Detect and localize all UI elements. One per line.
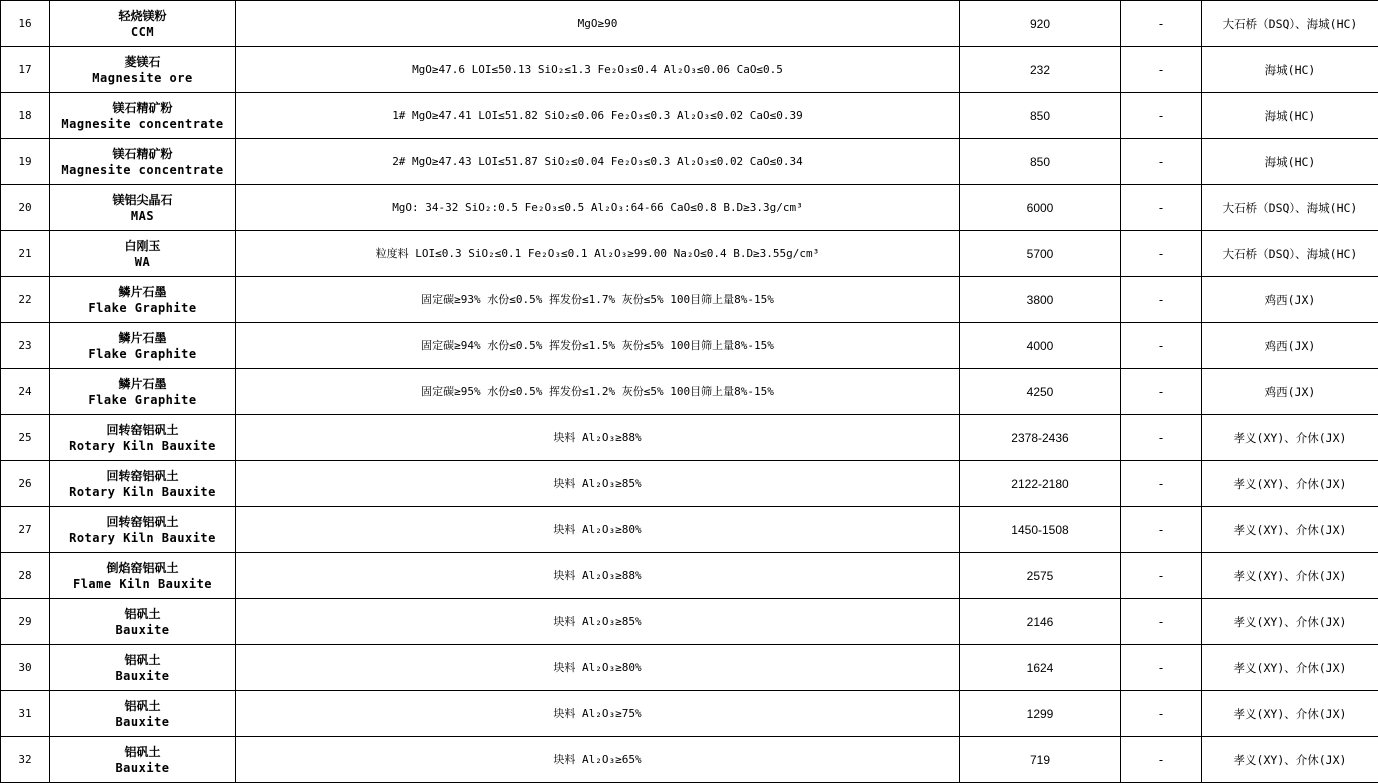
table-row — [1, 1, 1378, 47]
product-name-chinese: 鳞片石墨 — [118, 330, 167, 345]
table-row — [1, 47, 1378, 93]
table-row — [1, 415, 1378, 461]
product-name-english: MAS — [130, 208, 155, 223]
product-name-chinese: 白刚玉 — [124, 238, 161, 253]
product-name-cell — [50, 507, 236, 553]
origin: 孝义(XY)、介休(JX) — [1202, 461, 1378, 507]
price: 850 — [960, 93, 1121, 139]
row-number: 17 — [1, 47, 50, 93]
price-change: - — [1121, 599, 1202, 645]
product-name-cell — [50, 645, 236, 691]
product-name-chinese: 鳞片石墨 — [118, 284, 167, 299]
product-name-chinese: 轻烧镁粉 — [118, 8, 167, 23]
price: 2146 — [960, 599, 1121, 645]
table-row — [1, 185, 1378, 231]
product-name-cell — [50, 737, 236, 783]
table-row — [1, 323, 1378, 369]
specification: 块料 Al₂O₃≥85% — [236, 461, 960, 507]
origin: 孝义(XY)、介休(JX) — [1202, 507, 1378, 553]
row-number: 18 — [1, 93, 50, 139]
table-row — [1, 507, 1378, 553]
product-name-cell — [50, 599, 236, 645]
product-name-english: WA — [134, 254, 151, 269]
row-number: 31 — [1, 691, 50, 737]
table-row — [1, 553, 1378, 599]
row-number: 21 — [1, 231, 50, 277]
price-change: - — [1121, 47, 1202, 93]
table-row — [1, 277, 1378, 323]
price: 2122-2180 — [960, 461, 1121, 507]
specification: 块料 Al₂O₃≥65% — [236, 737, 960, 783]
product-name-cell — [50, 231, 236, 277]
table-row — [1, 691, 1378, 737]
row-number: 28 — [1, 553, 50, 599]
product-name-cell — [50, 1, 236, 47]
specification: 块料 Al₂O₃≥80% — [236, 645, 960, 691]
row-number: 26 — [1, 461, 50, 507]
origin: 大石桥（DSQ）、海城(HC) — [1202, 231, 1378, 277]
price-change: - — [1121, 185, 1202, 231]
product-name-english: Bauxite — [115, 760, 170, 775]
table-row — [1, 139, 1378, 185]
product-name-cell — [50, 461, 236, 507]
product-name-chinese: 倒焰窑铝矾土 — [106, 560, 179, 575]
product-name-chinese: 铝矾土 — [124, 606, 161, 621]
price-change: - — [1121, 1, 1202, 47]
price: 1450-1508 — [960, 507, 1121, 553]
product-name-chinese: 回转窑铝矾土 — [106, 422, 179, 437]
product-name-chinese: 镁石精矿粉 — [112, 146, 173, 161]
product-name-english: Bauxite — [115, 622, 170, 637]
origin: 孝义(XY)、介休(JX) — [1202, 553, 1378, 599]
product-name-english: Bauxite — [115, 714, 170, 729]
row-number: 24 — [1, 369, 50, 415]
product-name-cell — [50, 691, 236, 737]
origin: 大石桥（DSQ）、海城(HC) — [1202, 1, 1378, 47]
product-name-english: Rotary Kiln Bauxite — [69, 484, 216, 499]
price-change: - — [1121, 737, 1202, 783]
product-name-english: Magnesite ore — [92, 70, 193, 85]
table-row — [1, 461, 1378, 507]
product-name-english: Flame Kiln Bauxite — [72, 576, 213, 591]
price-change: - — [1121, 369, 1202, 415]
origin: 大石桥（DSQ）、海城(HC) — [1202, 185, 1378, 231]
origin: 孝义(XY)、介休(JX) — [1202, 645, 1378, 691]
table-row — [1, 93, 1378, 139]
product-name-cell — [50, 323, 236, 369]
table-row — [1, 645, 1378, 691]
price: 1624 — [960, 645, 1121, 691]
specification: 固定碳≥95% 水份≤0.5% 挥发份≤1.2% 灰份≤5% 100目筛上量8%-15% — [236, 369, 960, 415]
product-name-chinese: 镁石精矿粉 — [112, 100, 173, 115]
price: 4250 — [960, 369, 1121, 415]
product-name-chinese: 铝矾土 — [124, 698, 161, 713]
row-number: 20 — [1, 185, 50, 231]
price-change: - — [1121, 415, 1202, 461]
product-name-chinese: 铝矾土 — [124, 652, 161, 667]
table-row — [1, 599, 1378, 645]
price: 2575 — [960, 553, 1121, 599]
product-name-cell — [50, 47, 236, 93]
specification: 块料 Al₂O₃≥80% — [236, 507, 960, 553]
product-name-chinese: 回转窑铝矾土 — [106, 514, 179, 529]
table-row — [1, 737, 1378, 783]
product-name-chinese: 鳞片石墨 — [118, 376, 167, 391]
product-name-english: Bauxite — [115, 668, 170, 683]
origin: 鸡西(JX) — [1202, 277, 1378, 323]
product-name-english: Magnesite concentrate — [61, 116, 224, 131]
product-name-cell — [50, 139, 236, 185]
product-name-english: Flake Graphite — [88, 300, 197, 315]
specification: MgO≥47.6 LOI≤50.13 SiO₂≤1.3 Fe₂O₃≤0.4 Al₂O₃≤0.06 CaO≤0.5 — [236, 47, 960, 93]
specification: 块料 Al₂O₃≥75% — [236, 691, 960, 737]
price: 850 — [960, 139, 1121, 185]
price-change: - — [1121, 507, 1202, 553]
price: 232 — [960, 47, 1121, 93]
price-change: - — [1121, 93, 1202, 139]
price: 5700 — [960, 231, 1121, 277]
row-number: 16 — [1, 1, 50, 47]
price: 2378-2436 — [960, 415, 1121, 461]
product-name-chinese: 铝矾土 — [124, 744, 161, 759]
price-change: - — [1121, 139, 1202, 185]
price: 920 — [960, 1, 1121, 47]
product-name-english: Magnesite concentrate — [61, 162, 224, 177]
table-row — [1, 369, 1378, 415]
origin: 孝义(XY)、介休(JX) — [1202, 415, 1378, 461]
price-change: - — [1121, 553, 1202, 599]
product-name-chinese: 镁铝尖晶石 — [112, 192, 173, 207]
price-change: - — [1121, 645, 1202, 691]
product-name-cell — [50, 369, 236, 415]
product-name-cell — [50, 553, 236, 599]
origin: 海城(HC) — [1202, 93, 1378, 139]
price-change: - — [1121, 461, 1202, 507]
row-number: 22 — [1, 277, 50, 323]
product-name-english: Rotary Kiln Bauxite — [69, 438, 216, 453]
origin: 海城(HC) — [1202, 139, 1378, 185]
product-name-cell — [50, 185, 236, 231]
price: 4000 — [960, 323, 1121, 369]
product-name-cell — [50, 415, 236, 461]
product-name-english: Flake Graphite — [88, 346, 197, 361]
origin: 孝义(XY)、介休(JX) — [1202, 599, 1378, 645]
specification: 2# MgO≥47.43 LOI≤51.87 SiO₂≤0.04 Fe₂O₃≤0.3 Al₂O₃≤0.02 CaO≤0.34 — [236, 139, 960, 185]
origin: 鸡西(JX) — [1202, 323, 1378, 369]
price-change: - — [1121, 277, 1202, 323]
row-number: 23 — [1, 323, 50, 369]
table-row — [1, 231, 1378, 277]
product-name-cell — [50, 93, 236, 139]
price-change: - — [1121, 231, 1202, 277]
price-change: - — [1121, 323, 1202, 369]
product-name-chinese: 回转窑铝矾土 — [106, 468, 179, 483]
price: 3800 — [960, 277, 1121, 323]
row-number: 32 — [1, 737, 50, 783]
product-name-english: CCM — [130, 24, 155, 39]
specification: 块料 Al₂O₃≥85% — [236, 599, 960, 645]
product-name-cell — [50, 277, 236, 323]
specification: 粒度料 LOI≤0.3 SiO₂≤0.1 Fe₂O₃≤0.1 Al₂O₃≥99.00 Na₂O≤0.4 B.D≥3.55g/cm³ — [236, 231, 960, 277]
product-name-chinese: 菱镁石 — [124, 54, 161, 69]
product-name-english: Flake Graphite — [88, 392, 197, 407]
specification: 块料 Al₂O₃≥88% — [236, 553, 960, 599]
price-change: - — [1121, 691, 1202, 737]
origin: 孝义(XY)、介休(JX) — [1202, 691, 1378, 737]
price: 719 — [960, 737, 1121, 783]
specification: MgO≥90 — [236, 1, 960, 47]
row-number: 29 — [1, 599, 50, 645]
origin: 孝义(XY)、介休(JX) — [1202, 737, 1378, 783]
row-number: 30 — [1, 645, 50, 691]
specification: 固定碳≥93% 水份≤0.5% 挥发份≤1.7% 灰份≤5% 100目筛上量8%-15% — [236, 277, 960, 323]
specification: 固定碳≥94% 水份≤0.5% 挥发份≤1.5% 灰份≤5% 100目筛上量8%-15% — [236, 323, 960, 369]
row-number: 19 — [1, 139, 50, 185]
price-table-body — [1, 1, 1378, 783]
origin: 海城(HC) — [1202, 47, 1378, 93]
price: 1299 — [960, 691, 1121, 737]
origin: 鸡西(JX) — [1202, 369, 1378, 415]
row-number: 27 — [1, 507, 50, 553]
specification: MgO: 34-32 SiO₂:0.5 Fe₂O₃≤0.5 Al₂O₃:64-66 CaO≤0.8 B.D≥3.3g/cm³ — [236, 185, 960, 231]
specification: 1# MgO≥47.41 LOI≤51.82 SiO₂≤0.06 Fe₂O₃≤0.3 Al₂O₃≤0.02 CaO≤0.39 — [236, 93, 960, 139]
product-name-english: Rotary Kiln Bauxite — [69, 530, 216, 545]
price: 6000 — [960, 185, 1121, 231]
row-number: 25 — [1, 415, 50, 461]
specification: 块料 Al₂O₃≥88% — [236, 415, 960, 461]
